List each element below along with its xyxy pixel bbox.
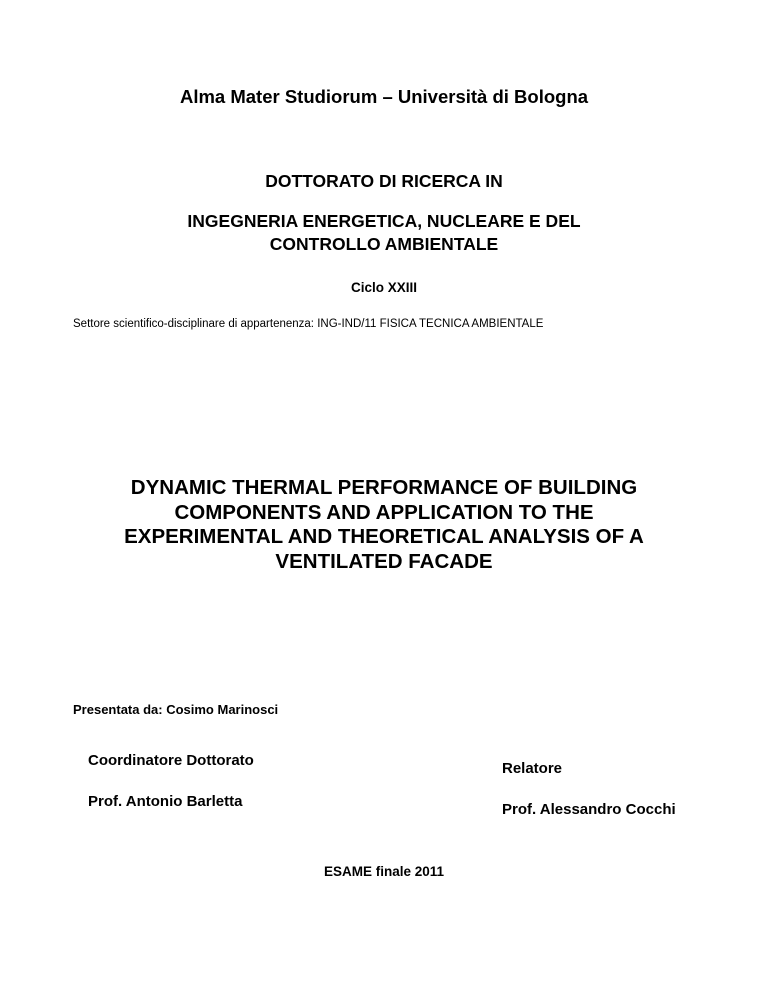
thesis-title-line-3: EXPERIMENTAL AND THEORETICAL ANALYSIS OF A bbox=[124, 525, 644, 548]
thesis-title-line-4: VENTILATED FACADE bbox=[275, 549, 493, 573]
presented-by: Presentata da: Cosimo Marinosci bbox=[73, 702, 279, 717]
advisor-label: Relatore bbox=[502, 760, 563, 777]
disciplinary-sector: Settore scientifico-disciplinare di appartenenza: ING-IND/11 FISICA TECNICA AMBIENTALE bbox=[73, 318, 544, 330]
phd-program-heading: DOTTORATO DI RICERCA IN bbox=[265, 171, 503, 191]
final-exam: ESAME finale 2011 bbox=[323, 864, 445, 879]
thesis-title-line-1: DYNAMIC THERMAL PERFORMANCE OF BUILDING bbox=[130, 476, 638, 499]
thesis-title-line-2: COMPONENTS AND APPLICATION TO THE bbox=[174, 500, 594, 524]
doctoral-cycle: Ciclo XXIII bbox=[350, 280, 418, 295]
phd-program-field bbox=[0, 210, 768, 256]
advisor-name: Prof. Alessandro Cocchi bbox=[502, 801, 676, 818]
coordinator-label: Coordinatore Dottorato bbox=[88, 752, 254, 769]
thesis-title bbox=[0, 476, 768, 574]
university-name: Alma Mater Studiorum – Università di Bologna bbox=[179, 86, 589, 107]
phd-field-line-2: CONTROLLO AMBIENTALE bbox=[269, 234, 499, 254]
coordinator-name: Prof. Antonio Barletta bbox=[88, 793, 243, 810]
phd-field-line-1: INGEGNERIA ENERGETICA, NUCLEARE E DEL bbox=[187, 211, 581, 231]
